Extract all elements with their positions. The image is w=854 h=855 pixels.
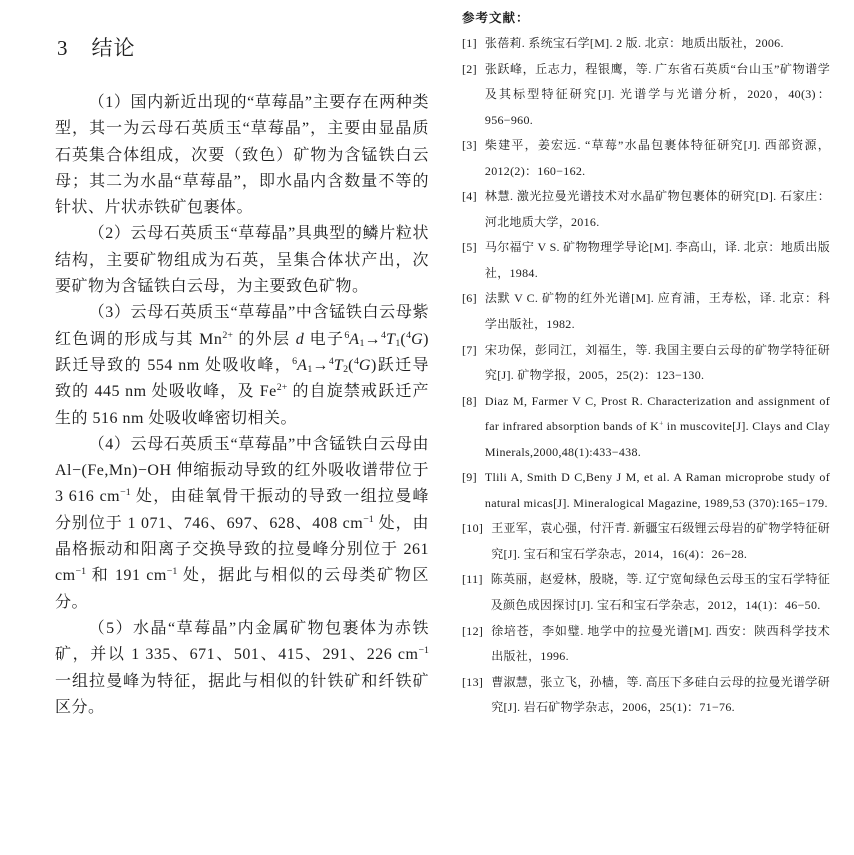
- text-run: in muscovite[J]. Clays and Clay Minerals,2000,48(1):433−438.: [484, 419, 831, 459]
- text-run: 处，据此与相似的云母类矿物区分。: [55, 567, 429, 611]
- reference-text: [491, 567, 830, 618]
- text-run: 的自旋禁戒跃迁产生的 516 nm 处吸收峰密切相关。: [55, 383, 429, 427]
- superscript: 6: [344, 329, 350, 341]
- text-run: →: [364, 330, 381, 348]
- text-run: (: [348, 356, 354, 374]
- reference-number: [8]: [462, 393, 477, 408]
- reference-item: [462, 338, 830, 389]
- text-run: Diaz M, Farmer V C, Prost R. Characterization and assignment of far infrared absorption bands of K: [484, 393, 830, 434]
- italic-symbol: d: [295, 330, 305, 348]
- section-heading: [57, 34, 136, 63]
- superscript: −1: [75, 566, 87, 578]
- section-number: 3: [57, 36, 68, 60]
- reference-item: [462, 516, 830, 567]
- superscript: 2+: [276, 382, 288, 394]
- reference-text: [491, 670, 830, 721]
- conclusion-body: [55, 90, 429, 721]
- reference-item: [462, 465, 830, 516]
- text-run: 法默 V C. 矿物的红外光谱[M]. 应育浦，王寿松，译. 北京：科学出版社，1982.: [484, 291, 830, 332]
- reference-item: [462, 184, 830, 235]
- reference-text: [485, 31, 830, 57]
- text-run: 处，由晶格振动和阳离子交换导致的拉曼峰分别位于 261 cm: [55, 514, 429, 585]
- reference-list: [462, 31, 830, 721]
- reference-text: [485, 286, 830, 337]
- reference-number: [9]: [462, 470, 477, 485]
- reference-number: [11]: [462, 572, 483, 587]
- reference-number: [13]: [462, 674, 484, 689]
- subscript: 1: [307, 364, 313, 376]
- text-run: 和 191 cm: [86, 567, 167, 585]
- text-run: （5）水晶“草莓晶”内金属矿物包裹体为赤铁矿，并以 1 335、671、501、415、291、226 cm: [55, 619, 429, 664]
- text-run: 王亚军，袁心强，付汗青. 新疆宝石级锂云母岩的矿物学特征研究[J]. 宝石和宝石学杂志，2014，16(4)：26−28.: [491, 521, 830, 561]
- text-run: 宋功保，彭同江，刘福生，等. 我国主要白云母的矿物学特征研究[J]. 矿物学报，2005，25(2)：123−130.: [484, 342, 830, 383]
- text-run: 张蓓莉. 系统宝石学[M]. 2 版. 北京：地质出版社，2006.: [484, 36, 784, 50]
- references-section: [462, 0, 830, 800]
- reference-text: [491, 619, 830, 670]
- text-run: )跃迁导致的 554 nm 处吸收峰，: [55, 330, 429, 374]
- reference-text: [485, 133, 830, 184]
- reference-number: [4]: [462, 189, 477, 204]
- text-run: )跃迁导致的 445 nm 处吸收峰，及 Fe: [55, 356, 429, 401]
- reference-text: [485, 184, 830, 235]
- text-run: Tlili A, Smith D C,Beny J M, et al. A Raman microprobe study of natural micas[J]. Mineralogical Magazine, 1989,53 (370):165−179.: [484, 470, 830, 510]
- subscript: 1: [395, 337, 401, 349]
- italic-symbol: G: [411, 330, 424, 348]
- text-run: 一组拉曼峰为特征，据此与相似的针铁矿和纤铁矿区分。: [55, 672, 429, 716]
- text-run: （1）国内新近出现的“草莓晶”主要存在两种类型，其一为云母石英质玉“草莓晶”，主要由显晶质石英集合体组成，次要（致色）矿物为含锰铁白云母；其二为水晶“草莓晶”，即水晶内含数量不等的针状、片状赤铁矿包裹体。: [55, 94, 429, 217]
- conclusion-paragraph: [55, 300, 429, 431]
- superscript: −1: [166, 566, 178, 578]
- text-run: 张跃峰，丘志力，程银鹰，等. 广东省石英质“台山玉”矿物谱学及其标型特征研究[J]. 光谱学与光谱分析，2020，40(3)：956−960.: [484, 61, 830, 127]
- reference-text: [485, 389, 830, 466]
- references-heading: 参考文献：: [462, 11, 530, 25]
- reference-number: [3]: [462, 138, 477, 153]
- reference-text: [485, 465, 830, 516]
- reference-item: [462, 670, 830, 721]
- reference-item: [462, 31, 830, 57]
- reference-item: [462, 235, 830, 286]
- reference-item: [462, 619, 830, 670]
- superscript: +: [659, 418, 664, 428]
- reference-item: [462, 133, 830, 184]
- reference-number: [7]: [462, 342, 477, 357]
- superscript: 4: [353, 355, 359, 367]
- text-run: 曹淑慧，张立飞，孙樯，等. 高压下多硅白云母的拉曼光谱学研究[J]. 岩石矿物学杂志，2006，25(1)：71−76.: [491, 674, 830, 715]
- conclusion-section: [55, 0, 429, 800]
- conclusion-paragraph: [55, 432, 429, 616]
- text-run: 徐培苍，李如璧. 地学中的拉曼光谱[M]. 西安：陕西科学技术出版社，1996.: [491, 623, 830, 664]
- superscript: 2+: [222, 329, 233, 341]
- reference-item: [462, 57, 830, 134]
- reference-item: [462, 286, 830, 337]
- text-run: （3）云母石英质玉“草莓晶”中含锰铁白云母紫红色调的形成与其 Mn: [55, 304, 429, 348]
- italic-symbol: T: [385, 330, 396, 348]
- reference-number: [12]: [462, 623, 484, 638]
- reference-number: [10]: [462, 521, 484, 536]
- italic-symbol: A: [297, 356, 308, 374]
- conclusion-paragraph: [55, 616, 429, 721]
- superscript: 4: [406, 329, 412, 341]
- superscript: 6: [292, 355, 298, 367]
- italic-symbol: G: [358, 356, 371, 374]
- reference-text: [491, 516, 830, 567]
- text-run: (: [400, 330, 407, 348]
- text-run: （2）云母石英质玉“草莓晶”具典型的鳞片粒状结构，主要矿物组成为石英，呈集合体状产出，次要矿物为含锰铁白云母，为主要致色矿物。: [55, 225, 429, 296]
- reference-item: [462, 389, 830, 466]
- reference-text: [485, 235, 830, 286]
- superscript: −1: [363, 513, 374, 525]
- superscript: −1: [418, 645, 429, 657]
- text-run: 陈英丽，赵爱林，殷晓，等. 辽宁宽甸绿色云母玉的宝石学特征及颜色成因探讨[J]. 宝石和宝石学杂志，2012，14(1)：46−50.: [490, 572, 830, 613]
- conclusion-paragraph: [55, 90, 429, 221]
- reference-number: [6]: [462, 291, 477, 306]
- subscript: 1: [359, 337, 365, 349]
- italic-symbol: T: [333, 356, 344, 374]
- text-run: （4）云母石英质玉“草莓晶”中含锰铁白云母由 Al−(Fe,Mn)−OH 伸缩振动导致的红外吸收谱带位于 3 616 cm: [55, 435, 429, 506]
- reference-text: [485, 57, 830, 134]
- italic-symbol: A: [349, 330, 360, 348]
- text-run: 马尔福宁 V S. 矿物物理学导论[M]. 李高山，译. 北京：地质出版社，1984.: [484, 240, 830, 280]
- text-run: 电子: [304, 330, 345, 348]
- reference-text: [485, 338, 830, 389]
- superscript: 4: [381, 329, 386, 341]
- text-run: 柴建平，姜宏远. “草莓”水晶包裹体特征研究[J]. 西部资源，2012(2)：160−162.: [484, 138, 830, 178]
- text-run: 处，由硅氧骨干振动的导致一组拉曼峰分别位于 1 071、746、697、628、408 cm: [55, 488, 429, 532]
- reference-item: [462, 567, 830, 618]
- subscript: 2: [343, 364, 349, 376]
- reference-number: [1]: [462, 36, 477, 50]
- superscript: 4: [328, 355, 334, 367]
- conclusion-paragraph: [55, 221, 429, 300]
- text-run: 林慧. 激光拉曼光谱技术对水晶矿物包裹体的研究[D]. 石家庄：河北地质大学，2016.: [484, 189, 830, 229]
- superscript: −1: [120, 487, 131, 499]
- section-title: 结论: [91, 37, 136, 60]
- text-run: 的外层: [232, 330, 296, 348]
- text-run: →: [312, 356, 329, 374]
- reference-number: [5]: [462, 240, 477, 255]
- reference-number: [2]: [462, 61, 477, 76]
